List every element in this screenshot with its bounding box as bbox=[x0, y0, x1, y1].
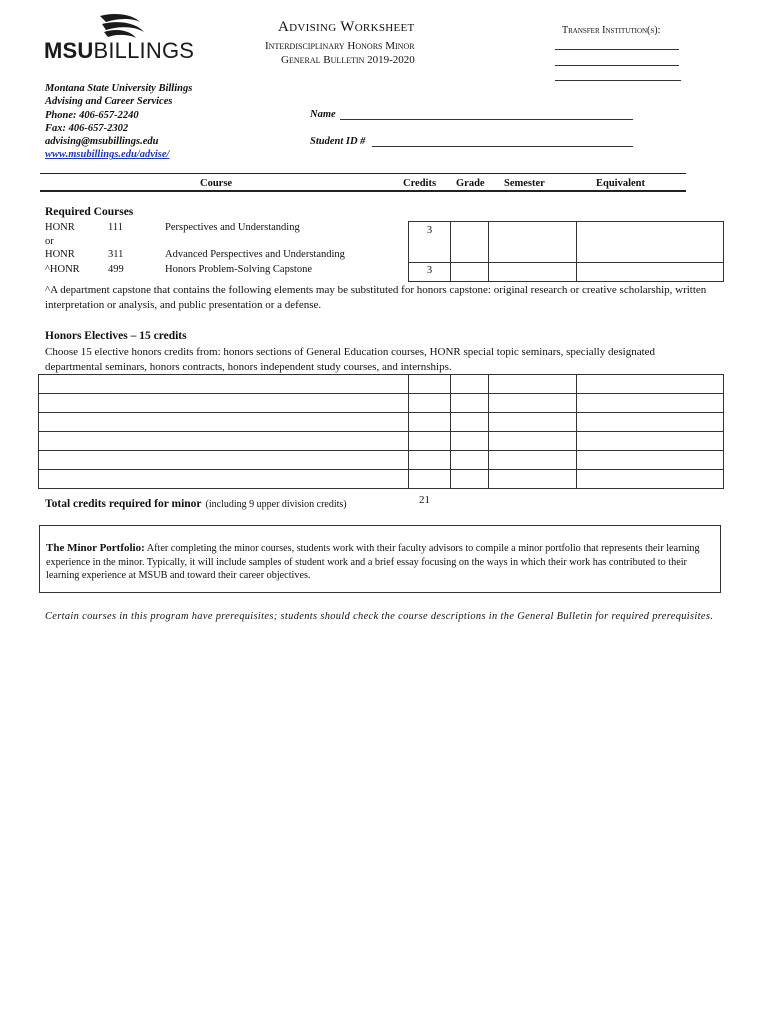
course-prefix: ^HONR bbox=[45, 264, 80, 275]
course-title: Honors Problem-Solving Capstone bbox=[165, 264, 312, 275]
column-course: Course bbox=[200, 178, 233, 189]
semester-cell-honr499[interactable] bbox=[489, 263, 577, 282]
course-title: Perspectives and Understanding bbox=[165, 222, 300, 233]
grade-cell-honr499[interactable] bbox=[451, 263, 489, 282]
capstone-note: ^A department capstone that contains the following elements may be substituted for honors capstone: original research or creative scholarship, written interpretation or analysis, and public presentation or a defense. bbox=[45, 284, 707, 311]
total-credits-value: 21 bbox=[419, 494, 430, 506]
header-rule-top bbox=[40, 173, 686, 174]
course-prefix: HONR bbox=[45, 222, 75, 233]
elective-equivalent-cell[interactable] bbox=[577, 413, 724, 432]
column-equivalent: Equivalent bbox=[596, 178, 646, 189]
course-prefix: HONR bbox=[45, 249, 75, 260]
name-field[interactable] bbox=[340, 119, 633, 120]
elective-grade-cell[interactable] bbox=[451, 470, 489, 489]
transfer-institution-label: Transfer Institution(s): bbox=[562, 25, 661, 36]
contact-fax: Fax: 406-657-2302 bbox=[45, 122, 129, 134]
course-number: 111 bbox=[108, 222, 123, 233]
elective-grade-cell[interactable] bbox=[451, 432, 489, 451]
portfolio-text: After completing the minor courses, students work with their faculty advisors to compile a minor portfolio that represents their learning experience in the minor. Typically, it will include samples of student work and a brief essay focusing on the ways in which their work has contributed to their learning experience at MSUB and toward their career objectives. bbox=[46, 543, 700, 582]
prerequisites-note: Certain courses in this program have prerequisites; students should check the course descriptions in the General Bulletin for required prerequisites. bbox=[45, 611, 714, 622]
elective-course-cell[interactable] bbox=[39, 432, 409, 451]
elective-credits-cell[interactable] bbox=[409, 470, 451, 489]
electives-description: Choose 15 elective honors credits from: honors sections of General Education courses, HONR special topic seminars, specially designated departmental seminars, honors contracts, honors independent study courses, and internships. bbox=[45, 346, 656, 373]
elective-credits-cell[interactable] bbox=[409, 432, 451, 451]
name-label: Name bbox=[310, 109, 336, 120]
elective-equivalent-cell[interactable] bbox=[577, 394, 724, 413]
contact-dept: Advising and Career Services bbox=[45, 96, 173, 108]
grade-cell-honr111[interactable] bbox=[451, 222, 489, 263]
elective-credits-cell[interactable] bbox=[409, 394, 451, 413]
total-credits-qualifier: (including 9 upper division credits) bbox=[205, 499, 347, 510]
course-number: 499 bbox=[108, 264, 124, 275]
elective-equivalent-cell[interactable] bbox=[577, 451, 724, 470]
transfer-institution-line-3[interactable] bbox=[555, 80, 681, 81]
elective-course-cell[interactable] bbox=[39, 375, 409, 394]
elective-semester-cell[interactable] bbox=[489, 451, 577, 470]
total-credits-row bbox=[45, 494, 347, 512]
elective-credits-cell[interactable] bbox=[409, 413, 451, 432]
page-title: Advising Worksheet bbox=[278, 19, 415, 35]
transfer-institution-line-1[interactable] bbox=[555, 49, 679, 50]
equivalent-cell-honr499[interactable] bbox=[577, 263, 724, 282]
minor-portfolio-box bbox=[39, 525, 721, 593]
total-credits-label: Total credits required for minor bbox=[45, 498, 202, 510]
contact-email: advising@msubillings.edu bbox=[45, 136, 159, 148]
credits-cell-honr111[interactable]: 3 bbox=[409, 222, 451, 263]
contact-org: Montana State University Billings bbox=[45, 83, 193, 94]
column-semester: Semester bbox=[504, 178, 545, 189]
required-courses-grid bbox=[408, 221, 724, 282]
elective-grade-cell[interactable] bbox=[451, 451, 489, 470]
elective-equivalent-cell[interactable] bbox=[577, 470, 724, 489]
elective-semester-cell[interactable] bbox=[489, 470, 577, 489]
elective-semester-cell[interactable] bbox=[489, 413, 577, 432]
elective-credits-cell[interactable] bbox=[409, 375, 451, 394]
transfer-institution-line-2[interactable] bbox=[555, 65, 679, 66]
student-id-label: Student ID # bbox=[310, 136, 366, 147]
elective-semester-cell[interactable] bbox=[489, 432, 577, 451]
column-grade: Grade bbox=[456, 178, 485, 189]
elective-course-cell[interactable] bbox=[39, 413, 409, 432]
student-id-field[interactable] bbox=[372, 146, 633, 147]
column-credits: Credits bbox=[403, 178, 437, 189]
elective-course-cell[interactable] bbox=[39, 451, 409, 470]
elective-grade-cell[interactable] bbox=[451, 375, 489, 394]
msub-logo-text: MSUBILLINGS bbox=[44, 38, 195, 63]
page-subtitle: Interdisciplinary Honors Minor bbox=[265, 40, 415, 52]
course-title: Advanced Perspectives and Understanding bbox=[165, 249, 345, 260]
contact-website-link[interactable]: www.msubillings.edu/advise/ bbox=[45, 149, 170, 161]
elective-grade-cell[interactable] bbox=[451, 413, 489, 432]
elective-semester-cell[interactable] bbox=[489, 375, 577, 394]
elective-credits-cell[interactable] bbox=[409, 451, 451, 470]
course-or-connector: or bbox=[45, 236, 54, 247]
equivalent-cell-honr111[interactable] bbox=[577, 222, 724, 263]
electives-grid bbox=[38, 374, 724, 489]
elective-grade-cell[interactable] bbox=[451, 394, 489, 413]
semester-cell-honr111[interactable] bbox=[489, 222, 577, 263]
course-number: 311 bbox=[108, 249, 124, 260]
electives-title: Honors Electives – 15 credits bbox=[45, 330, 187, 342]
header-rule-bottom bbox=[40, 190, 686, 192]
elective-course-cell[interactable] bbox=[39, 394, 409, 413]
elective-equivalent-cell[interactable] bbox=[577, 375, 724, 394]
contact-phone: Phone: 406-657-2240 bbox=[45, 109, 139, 121]
elective-equivalent-cell[interactable] bbox=[577, 432, 724, 451]
elective-course-cell[interactable] bbox=[39, 470, 409, 489]
required-courses-title: Required Courses bbox=[45, 206, 134, 218]
credits-cell-honr499[interactable]: 3 bbox=[409, 263, 451, 282]
elective-semester-cell[interactable] bbox=[489, 394, 577, 413]
bulletin-year: General Bulletin 2019-2020 bbox=[281, 54, 415, 66]
contact-block bbox=[45, 82, 192, 162]
portfolio-heading: The Minor Portfolio: bbox=[46, 542, 145, 554]
